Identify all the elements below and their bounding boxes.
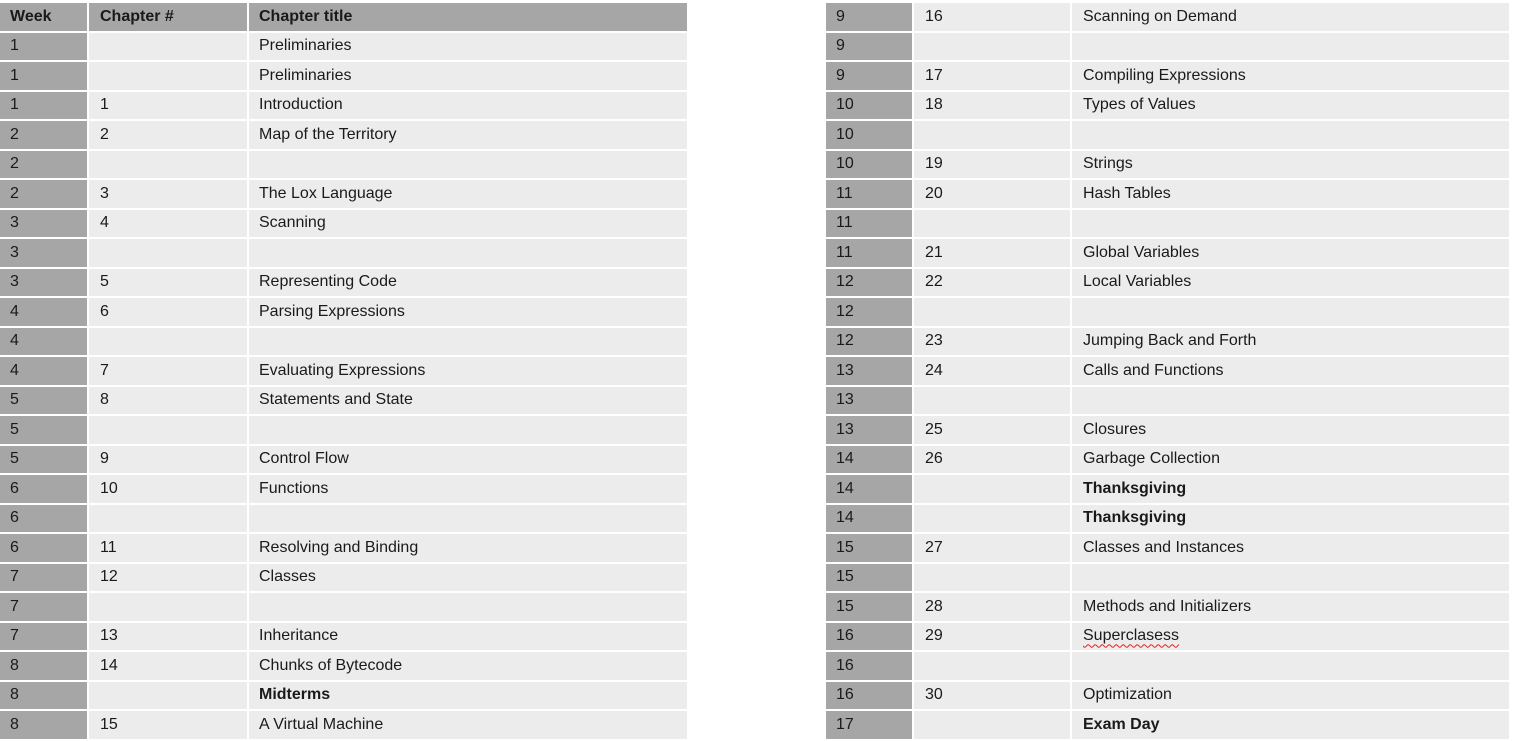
table-row <box>826 328 1509 358</box>
chapter-title-text: The Lox Language <box>259 184 393 202</box>
chapter-title-text: Compiling Expressions <box>1083 66 1246 84</box>
misspelled-title-text: Superclasess <box>1083 627 1180 645</box>
chapter-title-text: Classes and Instances <box>1083 538 1244 556</box>
chapter-title-text: Thanksgiving <box>1083 509 1187 527</box>
chapter-number-cell: 6 <box>87 298 247 326</box>
chapter-title-text: Inheritance <box>259 627 339 645</box>
week-cell: 16 <box>826 623 912 651</box>
table-row <box>826 652 1509 682</box>
chapter-number-cell: 8 <box>87 387 247 415</box>
chapter-number-cell <box>87 416 247 444</box>
table-row <box>0 446 687 476</box>
table-row <box>0 475 687 505</box>
chapter-title-text: Introduction <box>259 96 343 114</box>
week-cell: 9 <box>826 33 912 61</box>
chapter-title-text: Global Variables <box>1083 243 1200 261</box>
table-row <box>826 121 1509 151</box>
week-cell: 1 <box>0 62 87 90</box>
chapter-title-cell <box>247 151 687 179</box>
chapter-number-cell <box>912 652 1070 680</box>
chapter-number-cell: 21 <box>912 239 1070 267</box>
chapter-title-cell <box>247 269 687 297</box>
chapter-number-cell: 23 <box>912 328 1070 356</box>
table-row <box>0 33 687 63</box>
chapter-title-cell <box>247 682 687 710</box>
week-cell: 9 <box>826 3 912 31</box>
table-row <box>826 446 1509 476</box>
chapter-title-text: Evaluating Expressions <box>259 361 426 379</box>
table-row <box>0 239 687 269</box>
table-row <box>826 3 1509 33</box>
chapter-title-cell <box>1070 357 1509 385</box>
table-row <box>826 711 1509 741</box>
week-cell: 11 <box>826 180 912 208</box>
table-row <box>826 210 1509 240</box>
chapter-title-cell <box>247 62 687 90</box>
chapter-number-cell <box>912 387 1070 415</box>
chapter-number-cell <box>87 328 247 356</box>
chapter-title-cell <box>1070 623 1509 651</box>
chapter-title-cell <box>1070 3 1509 31</box>
week-cell: 9 <box>826 62 912 90</box>
week-cell: 2 <box>0 151 87 179</box>
week-cell: 8 <box>0 652 87 680</box>
chapter-number-cell: 25 <box>912 416 1070 444</box>
week-cell: 8 <box>0 682 87 710</box>
chapter-title-text: A Virtual Machine <box>259 715 384 733</box>
week-cell: 3 <box>0 210 87 238</box>
table-row <box>0 151 687 181</box>
week-column-header: Week <box>0 3 87 31</box>
table-row <box>826 180 1509 210</box>
week-cell: 13 <box>826 387 912 415</box>
table-row <box>826 623 1509 653</box>
table-row <box>826 593 1509 623</box>
week-cell: 14 <box>826 446 912 474</box>
week-cell: 5 <box>0 446 87 474</box>
table-row <box>0 92 687 122</box>
chapter-title-cell <box>247 357 687 385</box>
chapter-title-cell <box>247 180 687 208</box>
chapter-number-cell: 30 <box>912 682 1070 710</box>
chapter-title-cell <box>247 387 687 415</box>
table-row <box>0 711 687 741</box>
table-row <box>0 416 687 446</box>
table-row <box>0 593 687 623</box>
chapter-number-cell: 26 <box>912 446 1070 474</box>
chapter-number-cell <box>87 62 247 90</box>
chapter-title-cell <box>247 652 687 680</box>
chapter-title-text: Methods and Initializers <box>1083 597 1252 615</box>
chapter-number-cell: 3 <box>87 180 247 208</box>
chapter-number-cell <box>87 33 247 61</box>
chapter-title-text: Control Flow <box>259 450 349 468</box>
week-cell: 12 <box>826 298 912 326</box>
chapter-number-cell: 11 <box>87 534 247 562</box>
chapter-title-cell <box>247 33 687 61</box>
chapter-title-cell <box>1070 298 1509 326</box>
week-cell: 4 <box>0 298 87 326</box>
chapter-title-text: Hash Tables <box>1083 184 1171 202</box>
chapter-number-cell <box>912 505 1070 533</box>
chapter-title-text: Representing Code <box>259 273 397 291</box>
table-row <box>826 475 1509 505</box>
table-row <box>0 623 687 653</box>
chapter-title-text: Statements and State <box>259 391 413 409</box>
week-cell: 4 <box>0 328 87 356</box>
table-row <box>826 564 1509 594</box>
chapter-title-cell <box>247 416 687 444</box>
table-row <box>0 328 687 358</box>
chapter-title-text: Preliminaries <box>259 37 352 55</box>
chapter-number-cell: 20 <box>912 180 1070 208</box>
table-row <box>826 239 1509 269</box>
chapter-title-cell <box>1070 475 1509 503</box>
chapter-title-cell <box>247 593 687 621</box>
chapter-number-cell: 28 <box>912 593 1070 621</box>
table-row <box>826 534 1509 564</box>
table-row <box>0 505 687 535</box>
chapter-title-cell <box>247 475 687 503</box>
chapter-title-cell <box>247 92 687 120</box>
table-row <box>826 416 1509 446</box>
chapter-title-text: Midterms <box>259 686 331 704</box>
chapter-number-cell <box>87 151 247 179</box>
week-cell: 7 <box>0 564 87 592</box>
chapter-number-cell <box>912 121 1070 149</box>
chapter-title-text: Types of Values <box>1083 96 1196 114</box>
table-row <box>826 151 1509 181</box>
chapter-title-cell <box>247 298 687 326</box>
table-row <box>0 210 687 240</box>
chapter-title-text: Chunks of Bytecode <box>259 656 403 674</box>
chapter-number-cell <box>912 210 1070 238</box>
table-row <box>826 269 1509 299</box>
chapter-title-cell <box>1070 564 1509 592</box>
chapter-title-text: Closures <box>1083 420 1147 438</box>
table-header-row <box>0 3 687 33</box>
chapter-title-cell <box>247 623 687 651</box>
chapter-number-cell: 17 <box>912 62 1070 90</box>
table-row <box>826 357 1509 387</box>
week-cell: 12 <box>826 328 912 356</box>
chapter-number-cell <box>912 298 1070 326</box>
table-row <box>0 682 687 712</box>
schedule-table-right <box>826 3 1509 741</box>
chapter-title-cell <box>1070 652 1509 680</box>
table-row <box>0 298 687 328</box>
chapter-title-text: Resolving and Binding <box>259 538 419 556</box>
week-cell: 14 <box>826 505 912 533</box>
chapter-number-cell: 22 <box>912 269 1070 297</box>
week-cell: 12 <box>826 269 912 297</box>
chapter-title-cell <box>247 564 687 592</box>
chapter-number-cell: 12 <box>87 564 247 592</box>
week-cell: 11 <box>826 239 912 267</box>
chapter-title-cell <box>247 711 687 739</box>
chapter-number-cell <box>87 682 247 710</box>
week-cell: 6 <box>0 505 87 533</box>
chapter-title-text: Map of the Territory <box>259 125 397 143</box>
chapter-number-cell: 15 <box>87 711 247 739</box>
chapter-title-cell <box>1070 328 1509 356</box>
table-row <box>826 92 1509 122</box>
week-cell: 7 <box>0 593 87 621</box>
chapter-number-cell: 1 <box>87 92 247 120</box>
table-row <box>0 121 687 151</box>
chapter-title-cell <box>247 210 687 238</box>
chapter-title-cell <box>1070 269 1509 297</box>
chapter-title-cell <box>1070 62 1509 90</box>
week-cell: 11 <box>826 210 912 238</box>
chapter-title-cell <box>247 446 687 474</box>
chapter-title-cell <box>1070 387 1509 415</box>
chapter-number-cell <box>87 239 247 267</box>
chapter-number-cell <box>87 593 247 621</box>
week-cell: 15 <box>826 564 912 592</box>
chapter-number-cell: 18 <box>912 92 1070 120</box>
week-cell: 15 <box>826 534 912 562</box>
week-cell: 4 <box>0 357 87 385</box>
week-cell: 3 <box>0 269 87 297</box>
week-cell: 17 <box>826 711 912 739</box>
chapter-number-cell: 9 <box>87 446 247 474</box>
week-cell: 10 <box>826 92 912 120</box>
chapter-number-cell: 10 <box>87 475 247 503</box>
chapter-title-cell <box>247 328 687 356</box>
week-cell: 10 <box>826 121 912 149</box>
chapter-title-cell <box>1070 593 1509 621</box>
week-cell: 16 <box>826 682 912 710</box>
chapter-title-text: Strings <box>1083 155 1133 173</box>
week-cell: 16 <box>826 652 912 680</box>
chapter-number-cell <box>912 564 1070 592</box>
chapter-title-text: Preliminaries <box>259 66 352 84</box>
chapter-number-cell <box>912 711 1070 739</box>
week-cell: 3 <box>0 239 87 267</box>
week-cell: 2 <box>0 180 87 208</box>
chapter-title-cell <box>1070 534 1509 562</box>
chapter-number-cell <box>912 33 1070 61</box>
week-cell: 10 <box>826 151 912 179</box>
week-cell: 5 <box>0 387 87 415</box>
chapter-title-text: Garbage Collection <box>1083 450 1220 468</box>
chapter-title-text: Jumping Back and Forth <box>1083 332 1257 350</box>
chapter-title-cell <box>247 534 687 562</box>
chapter-number-cell <box>912 475 1070 503</box>
chapter-title-text: Parsing Expressions <box>259 302 405 320</box>
chapter-title-text: Scanning <box>259 214 326 232</box>
table-row <box>826 505 1509 535</box>
week-cell: 14 <box>826 475 912 503</box>
chapter-number-cell: 5 <box>87 269 247 297</box>
table-row <box>826 33 1509 63</box>
week-cell: 13 <box>826 357 912 385</box>
week-cell: 13 <box>826 416 912 444</box>
chapter-number-cell: 7 <box>87 357 247 385</box>
chapter-title-cell <box>1070 505 1509 533</box>
chapter-number-cell: 2 <box>87 121 247 149</box>
chapter-title-text: Calls and Functions <box>1083 361 1224 379</box>
chapter-title-cell <box>1070 180 1509 208</box>
chapter-title-cell <box>247 239 687 267</box>
week-cell: 1 <box>0 33 87 61</box>
chapter-title-column-header: Chapter title <box>247 3 687 31</box>
chapter-title-text: Functions <box>259 479 329 497</box>
week-cell: 6 <box>0 534 87 562</box>
chapter-number-cell: 4 <box>87 210 247 238</box>
table-row <box>826 387 1509 417</box>
chapter-title-cell <box>247 121 687 149</box>
chapter-number-cell: 24 <box>912 357 1070 385</box>
chapter-title-cell <box>1070 711 1509 739</box>
chapter-number-cell: 13 <box>87 623 247 651</box>
week-cell: 6 <box>0 475 87 503</box>
table-row <box>826 62 1509 92</box>
chapter-number-cell: 16 <box>912 3 1070 31</box>
chapter-title-text: Exam Day <box>1083 715 1160 733</box>
week-cell: 7 <box>0 623 87 651</box>
week-cell: 2 <box>0 121 87 149</box>
week-cell: 15 <box>826 593 912 621</box>
chapter-title-text: Thanksgiving <box>1083 479 1187 497</box>
chapter-title-cell <box>1070 239 1509 267</box>
chapter-number-cell: 29 <box>912 623 1070 651</box>
chapter-title-text: Classes <box>259 568 316 586</box>
table-row <box>0 564 687 594</box>
table-row <box>826 298 1509 328</box>
table-row <box>0 534 687 564</box>
chapter-title-cell <box>1070 92 1509 120</box>
chapter-title-cell <box>1070 210 1509 238</box>
chapter-number-column-header: Chapter # <box>87 3 247 31</box>
chapter-title-cell <box>1070 416 1509 444</box>
table-row <box>826 682 1509 712</box>
chapter-number-cell: 19 <box>912 151 1070 179</box>
table-row <box>0 357 687 387</box>
table-row <box>0 387 687 417</box>
chapter-title-cell <box>1070 682 1509 710</box>
table-row <box>0 269 687 299</box>
week-cell: 1 <box>0 92 87 120</box>
table-row <box>0 62 687 92</box>
chapter-title-cell <box>1070 121 1509 149</box>
chapter-title-cell <box>247 505 687 533</box>
chapter-number-cell: 14 <box>87 652 247 680</box>
chapter-title-cell <box>1070 151 1509 179</box>
chapter-title-text: Optimization <box>1083 686 1172 704</box>
chapter-title-cell <box>1070 446 1509 474</box>
chapter-title-text: Local Variables <box>1083 273 1192 291</box>
table-row <box>0 652 687 682</box>
schedule-table-left <box>0 3 687 741</box>
chapter-title-text: Scanning on Demand <box>1083 7 1237 25</box>
chapter-number-cell <box>87 505 247 533</box>
week-cell: 5 <box>0 416 87 444</box>
table-row <box>0 180 687 210</box>
chapter-title-cell <box>1070 33 1509 61</box>
chapter-number-cell: 27 <box>912 534 1070 562</box>
week-cell: 8 <box>0 711 87 739</box>
